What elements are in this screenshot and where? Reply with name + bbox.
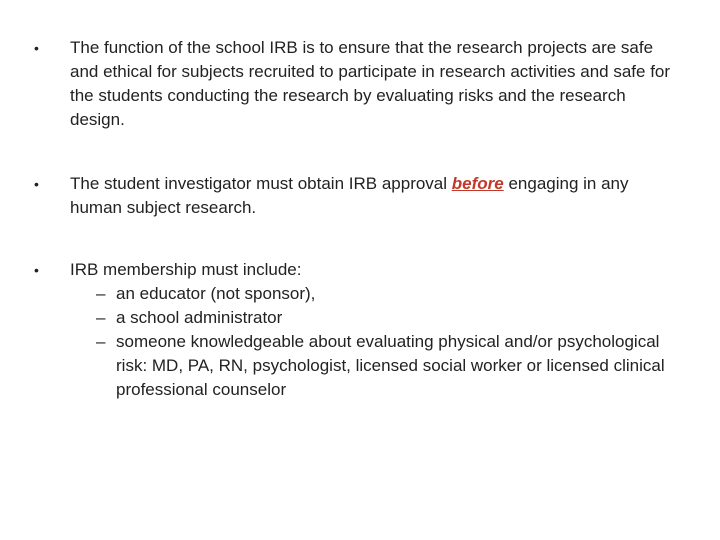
- approval-text-after: engaging in any human subject research.: [70, 174, 629, 217]
- bullet-dot-icon: •: [34, 40, 39, 56]
- membership-item-risk-expert-text: someone knowledgeable about evaluating physical and/or psychological risk: MD, PA, RN, psychologist, licensed social worker or licensed clinical professional counselor: [116, 332, 665, 399]
- membership-item-administrator: [70, 306, 674, 330]
- bullet-irb-function-text: The function of the school IRB is to ensure that the research projects are safe and ethical for subjects recruited to participate in research activities and safe for the students conducting the research by evaluating risks and the research design.: [70, 38, 671, 129]
- bullet-irb-membership-text: IRB membership must include:: [70, 260, 302, 279]
- bullet-approval-requirement-text: [70, 172, 680, 220]
- dash-icon: –: [96, 284, 106, 303]
- approval-emphasis-before: before: [451, 174, 504, 193]
- membership-item-educator: [70, 282, 674, 306]
- dash-icon: –: [96, 308, 106, 327]
- bullet-irb-membership: [34, 258, 674, 402]
- membership-item-educator-text: an educator (not sponsor),: [116, 284, 316, 303]
- dash-icon: –: [96, 332, 106, 351]
- bullet-approval-requirement: [34, 172, 674, 220]
- bullet-dot-icon: •: [34, 176, 39, 192]
- membership-sub-list: [70, 282, 674, 402]
- membership-item-risk-expert: [70, 330, 674, 402]
- bullet-irb-function: [34, 36, 674, 132]
- approval-text-before: The student investigator must obtain IRB approval: [70, 174, 452, 193]
- membership-item-administrator-text: a school administrator: [116, 308, 283, 327]
- bullet-dot-icon: •: [34, 262, 39, 278]
